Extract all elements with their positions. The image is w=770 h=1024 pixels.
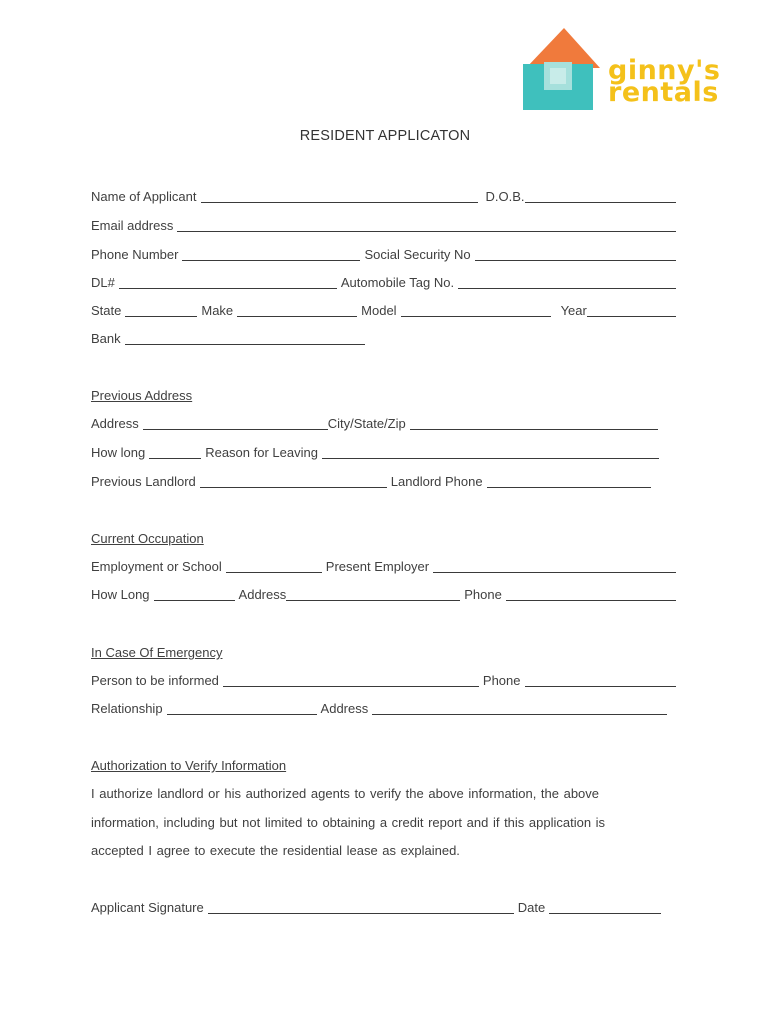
occ-address-label: Address [238, 587, 287, 602]
authorization-line-3: accepted I agree to execute the residential lease as explained. [91, 843, 460, 858]
row-employment [91, 556, 676, 576]
authorization-text [91, 780, 691, 866]
relationship-field[interactable] [167, 700, 317, 715]
state-label: State [91, 303, 122, 318]
year-field[interactable] [587, 302, 676, 317]
employment-label: Employment or School [91, 559, 222, 574]
prev-how-long-field[interactable] [149, 444, 201, 459]
year-label: Year [560, 303, 587, 318]
logo-text-ginnys: ginny's [608, 55, 721, 86]
row-bank [91, 328, 676, 348]
row-signature [91, 897, 676, 917]
email-label: Email address [91, 218, 174, 233]
occ-how-long-label: How Long [91, 587, 150, 602]
tag-label: Automobile Tag No. [340, 275, 455, 290]
row-email [91, 215, 676, 235]
city-state-zip-label: City/State/Zip [327, 416, 406, 431]
phone-field[interactable] [182, 246, 360, 261]
reason-label: Reason for Leaving [205, 445, 318, 460]
relationship-label: Relationship [91, 701, 163, 716]
row-emergency-person [91, 670, 676, 690]
occ-phone-field[interactable] [506, 586, 676, 601]
row-phone-ssn [91, 244, 676, 264]
employment-field[interactable] [226, 558, 322, 573]
date-field[interactable] [549, 899, 661, 914]
name-field[interactable] [201, 188, 478, 203]
person-field[interactable] [223, 672, 479, 687]
occ-phone-label: Phone [464, 587, 502, 602]
occ-how-long-field[interactable] [154, 586, 235, 601]
occ-address-field[interactable] [286, 586, 460, 601]
authorization-line-1: I authorize landlord or his authorized agents to verify the above information, the above [91, 786, 600, 801]
make-field[interactable] [237, 302, 357, 317]
model-field[interactable] [401, 302, 551, 317]
row-how-long-reason [91, 442, 676, 462]
dob-label: D.O.B. [485, 189, 525, 204]
signature-field[interactable] [208, 899, 514, 914]
house-icon [520, 26, 610, 116]
name-label: Name of Applicant [91, 189, 197, 204]
dob-field[interactable] [525, 188, 676, 203]
bank-label: Bank [91, 331, 121, 346]
emergency-address-label: Address [320, 701, 369, 716]
bank-field[interactable] [125, 330, 365, 345]
emergency-heading: In Case Of Emergency [91, 645, 223, 660]
tag-field[interactable] [458, 274, 676, 289]
row-name-dob [91, 186, 676, 206]
page-title: RESIDENT APPLICATON [299, 128, 471, 144]
landlord-phone-label: Landlord Phone [390, 474, 483, 489]
landlord-phone-field[interactable] [487, 473, 651, 488]
city-state-zip-field[interactable] [410, 415, 658, 430]
ssn-label: Social Security No [364, 247, 471, 262]
emergency-phone-label: Phone [482, 673, 521, 688]
phone-label: Phone Number [91, 247, 179, 262]
model-label: Model [361, 303, 397, 318]
signature-label: Applicant Signature [91, 900, 204, 915]
landlord-field[interactable] [200, 473, 387, 488]
row-dl-tag [91, 272, 676, 292]
house-window-pane [550, 68, 566, 84]
dl-label: DL# [91, 275, 115, 290]
employer-field[interactable] [433, 558, 676, 573]
ginnys-rentals-logo [520, 26, 725, 116]
row-vehicle [91, 300, 676, 320]
prev-how-long-label: How long [91, 445, 146, 460]
prev-address-label: Address [91, 416, 139, 431]
occupation-heading: Current Occupation [91, 531, 204, 546]
dl-field[interactable] [119, 274, 337, 289]
state-field[interactable] [125, 302, 197, 317]
row-prev-address [91, 413, 676, 433]
emergency-address-field[interactable] [372, 700, 667, 715]
landlord-label: Previous Landlord [91, 474, 196, 489]
logo-text-rentals: rentals [608, 77, 719, 108]
reason-field[interactable] [322, 444, 659, 459]
emergency-phone-field[interactable] [525, 672, 677, 687]
prev-address-field[interactable] [143, 415, 328, 430]
make-label: Make [201, 303, 234, 318]
date-label: Date [517, 900, 546, 915]
authorization-line-2: information, including but not limited to obtaining a credit report and if this application is [91, 814, 606, 830]
authorization-heading: Authorization to Verify Information [91, 758, 287, 773]
row-landlord [91, 471, 676, 491]
employer-label: Present Employer [325, 559, 430, 574]
person-label: Person to be informed [91, 673, 219, 688]
email-field[interactable] [177, 217, 676, 232]
row-occupation-details [91, 584, 676, 604]
ssn-field[interactable] [475, 246, 676, 261]
previous-address-heading: Previous Address [91, 388, 193, 403]
row-emergency-relationship [91, 698, 676, 718]
logo-wordmark [608, 55, 721, 108]
